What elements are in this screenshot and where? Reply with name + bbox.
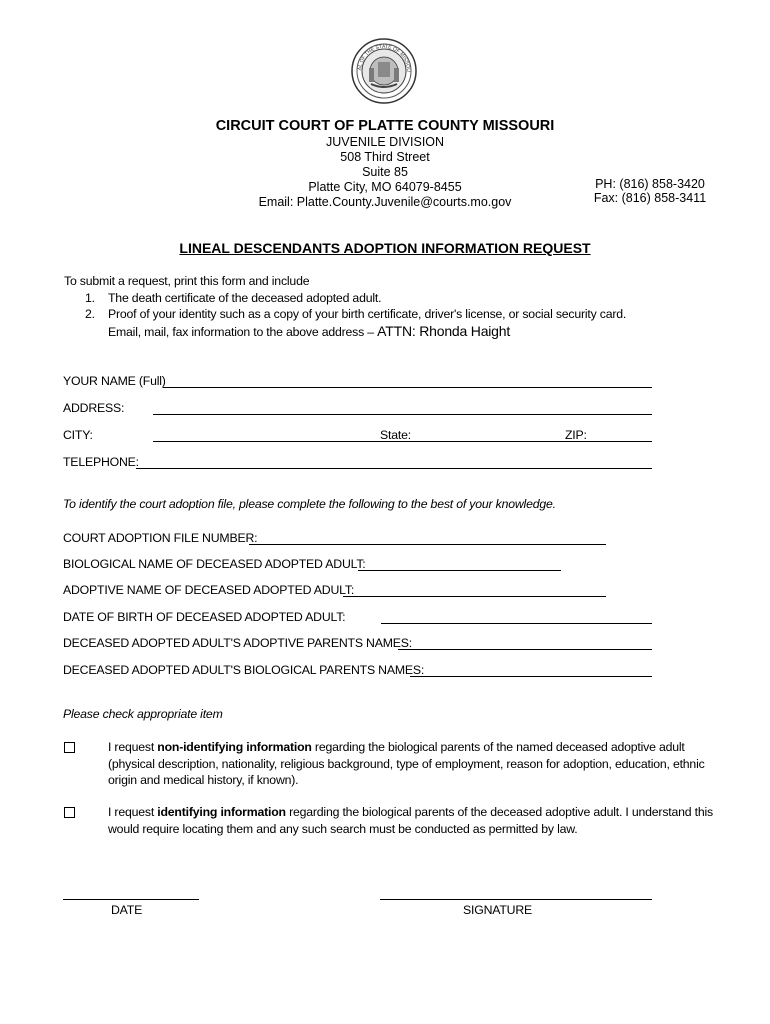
check-prompt: Please check appropriate item [63,707,223,721]
instruction-item-2-num: 2. [85,307,95,321]
suite: Suite 85 [362,165,408,179]
state-label: State: [380,428,411,442]
option-identifying [108,804,713,837]
instructions-intro: To submit a request, print this form and include [64,274,310,288]
file-number-field[interactable] [249,544,606,545]
fax-number: Fax: (816) 858-3411 [593,191,707,205]
city-line: Platte City, MO 64079-8455 [308,180,462,194]
option1-line3: origin and medical history, if known). [108,773,299,787]
division: JUVENILE DIVISION [325,135,445,149]
signature-label: SIGNATURE [463,903,533,917]
bio-parents-field[interactable] [410,676,652,677]
option2-bold: identifying information [157,805,286,819]
option-non-identifying [108,739,705,789]
your-name-field[interactable] [163,387,652,388]
bio-name-field[interactable] [358,570,561,571]
file-number-label: COURT ADOPTION FILE NUMBER: [63,531,258,545]
attn-name: ATTN: Rhonda Haight [377,323,511,339]
instruction-item-1-num: 1. [85,291,95,305]
form-title: LINEAL DESCENDANTS ADOPTION INFORMATION REQUEST [179,240,591,256]
option1-line2: (physical description, nationality, religious background, type of employment, reason for adoption, education, ethnic [108,756,705,771]
send-instructions [108,323,510,341]
email-line: Email: Platte.County.Juvenile@courts.mo.gov [258,195,512,209]
telephone-field[interactable] [136,468,652,469]
your-name-label: YOUR NAME (Full) [63,374,166,388]
option1-bold: non-identifying information [157,740,312,754]
adoptive-name-label: ADOPTIVE NAME OF DECEASED ADOPTED ADULT: [63,583,355,597]
bio-name-label: BIOLOGICAL NAME OF DECEASED ADOPTED ADULT: [63,557,366,571]
option1-post: regarding the biological parents of the named deceased adoptive adult [311,740,685,754]
option2-line2: would require locating them and any such search must be conducted as permitted by law. [108,821,578,836]
court-name: CIRCUIT COURT OF PLATTE COUNTY MISSOURI [215,118,555,134]
zip-label: ZIP: [565,428,587,442]
bio-parents-label: DECEASED ADOPTED ADULT'S BIOLOGICAL PARENTS NAMES: [63,663,425,677]
dob-field[interactable] [381,623,652,624]
street-address: 508 Third Street [340,150,430,164]
missouri-state-seal [351,38,417,104]
option1-pre: I request [108,740,158,754]
instruction-item-1: The death certificate of the deceased adopted adult. [108,291,382,305]
phone-number: PH: (816) 858-3420 [595,177,705,191]
identifying-checkbox[interactable] [64,807,75,818]
non-identifying-checkbox[interactable] [64,742,75,753]
option2-post: regarding the biological parents of the deceased adoptive adult. I understand this [285,805,713,819]
instruction-item-2: Proof of your identity such as a copy of your birth certificate, driver's license, or social security card. [108,307,627,321]
send-line: Email, mail, fax information to the above address – [108,325,378,339]
adoptive-name-field[interactable] [343,596,606,597]
date-field[interactable] [63,899,199,900]
option2-pre: I request [108,805,158,819]
city-label: CITY: [63,428,93,442]
signature-field[interactable] [380,899,652,900]
telephone-label: TELEPHONE: [63,455,139,469]
date-label: DATE [111,903,143,917]
dob-label: DATE OF BIRTH OF DECEASED ADOPTED ADULT: [63,610,346,624]
seal-text: AL OF THE STATE OF MISSOU [356,43,412,73]
address-label: ADDRESS: [63,401,125,415]
file-section-intro: To identify the court adoption file, please complete the following to the best of your knowledge. [63,497,556,511]
adoptive-parents-label: DECEASED ADOPTED ADULT'S ADOPTIVE PARENTS NAMES: [63,636,412,650]
address-field[interactable] [153,414,652,415]
adoptive-parents-field[interactable] [398,649,652,650]
